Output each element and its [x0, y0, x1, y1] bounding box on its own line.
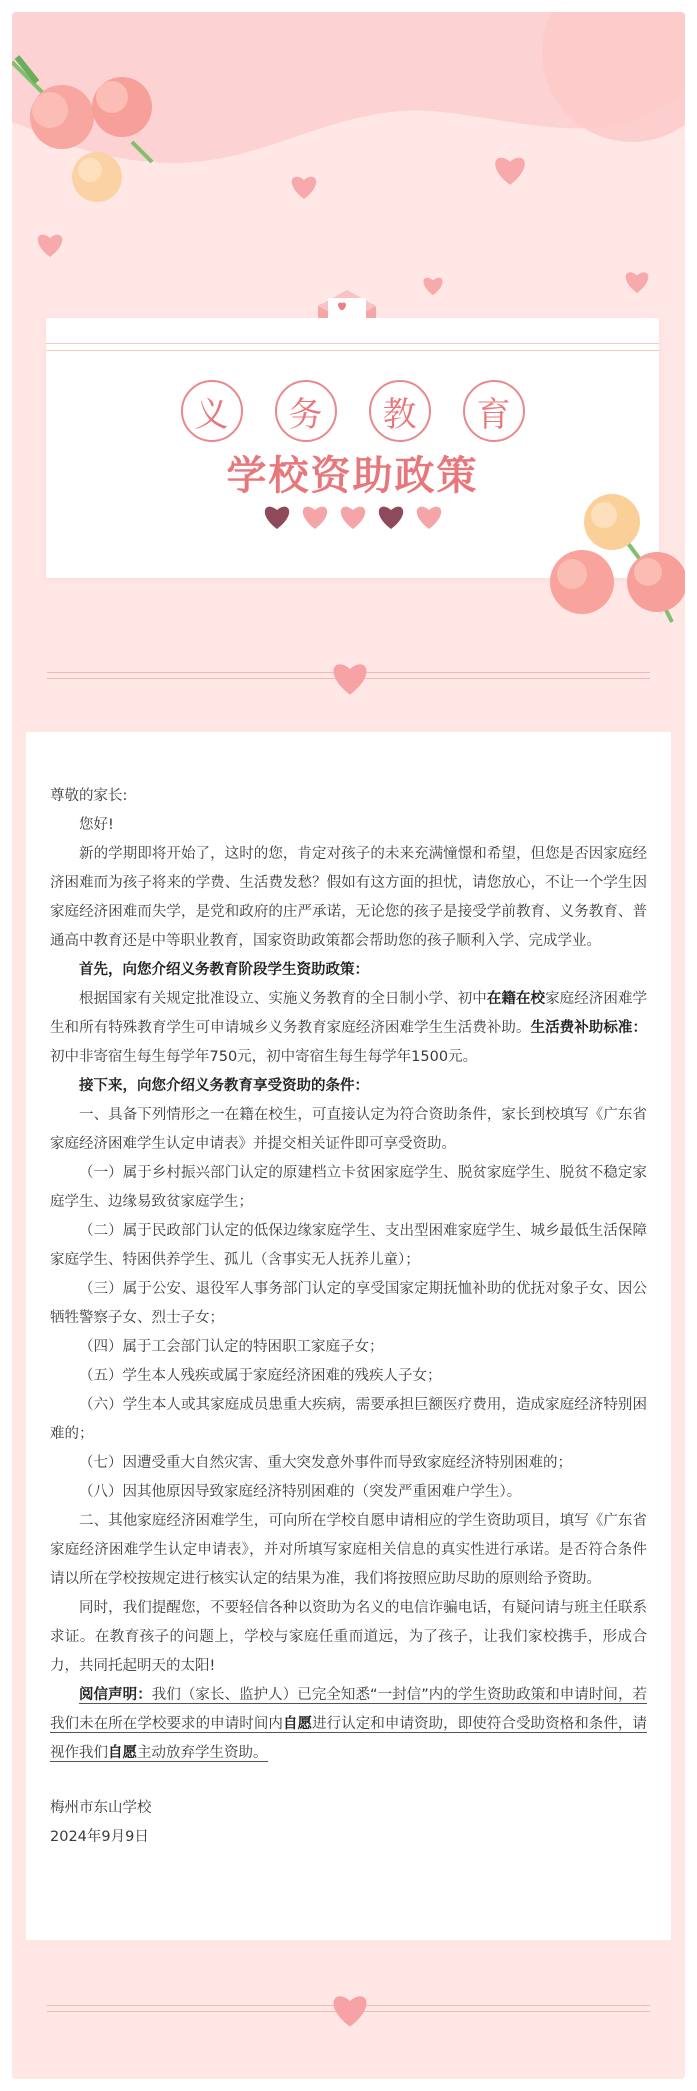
letter-card [26, 732, 671, 1940]
title-char: 义 [181, 380, 243, 442]
title-char: 教 [369, 380, 431, 442]
section1-standard: 初中非寄宿生每生每学年750元，初中寄宿生每生每学年1500元。 [50, 1049, 478, 1065]
section1-bold: 在籍在校 [486, 991, 546, 1007]
section1-text-b: 家庭经济困难学生和所有特殊教育学生可申请城乡义务教育家庭经济困难学生生活费补助。 [50, 991, 648, 1036]
condition1-paragraph: 一、具备下列情形之一在籍在校生，可直接认定为符合资助条件，家长到校填写《广东省家庭经济困难学生认定申请表》并提交相关证件即可享受资助。 [50, 1107, 647, 1152]
declaration-bold: 自愿 [283, 1716, 313, 1732]
declaration-text-b: 进行认定和申请资助，即使符合受助资格和条件，请视作我们 [50, 1716, 647, 1761]
condition-item: （四）属于工会部门认定的特困职工家庭子女； [79, 1339, 384, 1355]
heart-icon [299, 502, 331, 530]
declaration-paragraph [50, 1681, 647, 1768]
heart-icon [413, 502, 445, 530]
section2-title-text: 接下来，向您介绍义务教育享受资助的条件： [79, 1078, 369, 1094]
section1-title [50, 956, 647, 985]
section2-title [50, 1072, 647, 1101]
flower-cluster-right [542, 482, 685, 642]
section1-text-a: 根据国家有关规定批准设立、实施义务教育的全日制小学、初中 [79, 991, 487, 1007]
heart-icon [328, 1990, 372, 2028]
condition-item: （七）因遭受重大自然灾害、重大突发意外事件而导致家庭经济特别困难的； [79, 1455, 572, 1471]
greeting: 尊敬的家长: [50, 788, 128, 804]
page-background [12, 12, 685, 2079]
condition2-paragraph: 二、其他家庭经济困难学生，可向所在学校自愿申请相应的学生资助项目，填写《广东省家庭经济困难学生认定申请表》，并对所填写家庭相关信息的真实性进行承诺。是否符合条件请以所在学校按规定进行核实认定的结果为准，我们将按照应助尽助的原则给予资助。 [50, 1513, 647, 1587]
signature: 梅州市东山学校 [50, 1800, 152, 1816]
intro-paragraph: 新的学期即将开始了，这时的您，肯定对孩子的未来充满憧憬和希望，但您是否因家庭经济困难而为孩子将来的学费、生活费发愁？假如有这方面的担忧，请您放心，不让一个学生因家庭经济困难而失学，是党和政府的庄严承诺，无论您的孩子是接受学前教育、义务教育、普通高中教育还是中等职业教育，国家资助政策都会帮助您的孩子顺利入学、完成学业。 [50, 846, 647, 949]
condition-item: （五）学生本人残疾或属于家庭经济困难的残疾人子女； [79, 1368, 442, 1384]
declaration-text-c: 主动放弃学生资助。 [137, 1745, 268, 1761]
heart-icon [328, 658, 372, 696]
condition-item: （八）因其他原因导致家庭经济特别困难的（突发严重困难户学生）。 [79, 1484, 522, 1500]
heart-icon [261, 502, 293, 530]
section1-standard-label: 生活费补助标准： [530, 1020, 647, 1036]
section1-paragraph [50, 985, 647, 1072]
section1-title-text: 首先，向您介绍义务教育阶段学生资助政策： [79, 962, 369, 978]
hello: 您好! [79, 817, 114, 833]
condition-item: （三）属于公安、退役军人事务部门认定的享受国家定期抚恤补助的优抚对象子女、因公牺牲警察子女、烈士子女； [50, 1281, 647, 1326]
title-char: 育 [463, 380, 525, 442]
letter-body [50, 782, 647, 1852]
declaration-label: 阅信声明： [79, 1687, 152, 1703]
title-chars [46, 380, 659, 440]
condition-item: （二）属于民政部门认定的低保边缘家庭学生、支出型困难家庭学生、城乡最低生活保障家庭学生、特困供养学生、孤儿（含事实无人抚养儿童）； [50, 1223, 647, 1268]
reminder-paragraph: 同时，我们提醒您，不要轻信各种以资助为名义的电信诈骗电话，有疑问请与班主任联系求证。在教育孩子的问题上，学校与家庭任重而道远，为了孩子，让我们家校携手，形成合力，共同托起明天的太阳! [50, 1600, 647, 1674]
page-subtitle: 学校资助政策 [226, 453, 479, 499]
condition-item: （六）学生本人或其家庭成员患重大疾病，需要承担巨额医疗费用，造成家庭经济特别困难的； [50, 1397, 647, 1442]
heart-icon [337, 502, 369, 530]
heart-icon [375, 502, 407, 530]
signature-date: 2024年9月9日 [50, 1829, 149, 1845]
declaration-bold: 自愿 [108, 1745, 137, 1761]
condition-item: （一）属于乡村振兴部门认定的原建档立卡贫困家庭学生、脱贫家庭学生、脱贫不稳定家庭学生、边缘易致贫家庭学生； [50, 1165, 647, 1210]
title-char: 务 [275, 380, 337, 442]
declaration-block [50, 1687, 647, 1762]
declaration-text-a: 我们（家长、监护人）已完全知悉“一封信”内的学生资助政策和申请时间，若我们未在所在学校要求的申请时间内 [50, 1687, 648, 1732]
